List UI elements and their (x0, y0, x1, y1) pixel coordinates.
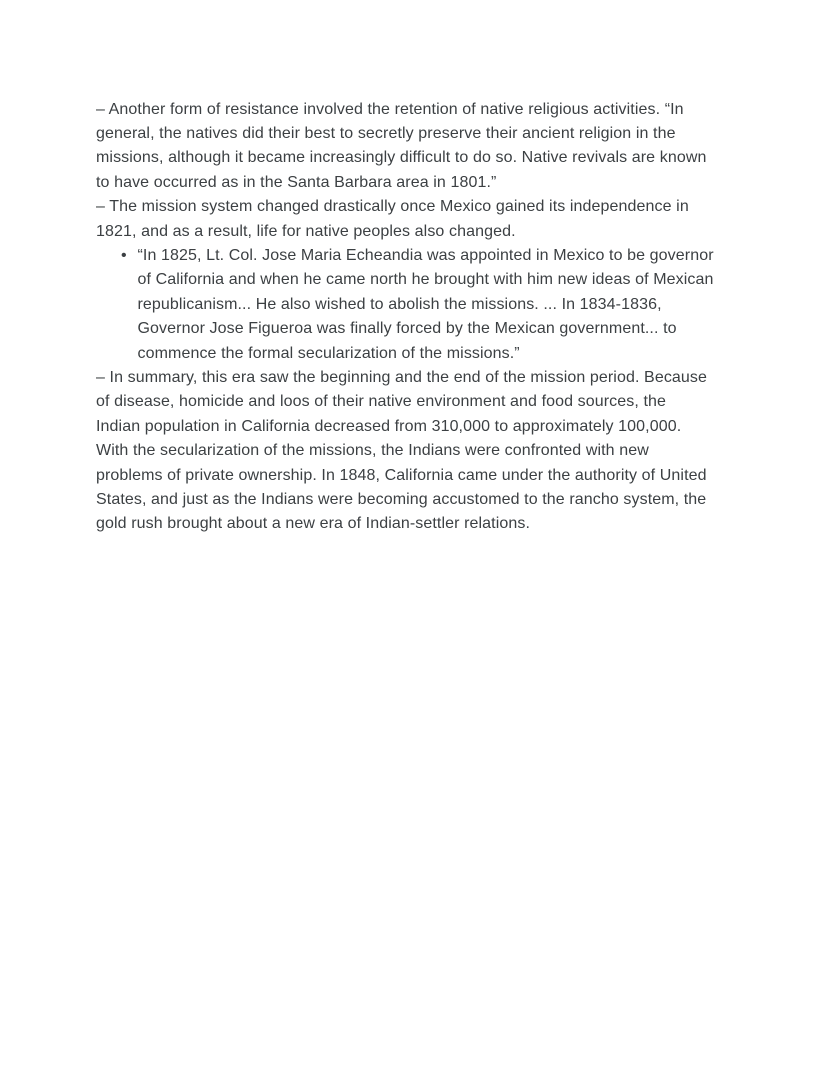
text-line: – In summary, this era saw the beginning and the end of the mission period. Because (96, 368, 708, 386)
text-line: of California and when he came north he brought with him new ideas of Mexican (137, 271, 714, 289)
paragraph-summary (96, 366, 776, 537)
text-line: to have occurred as in the Santa Barbara area in 1801.” (96, 173, 497, 191)
text-line: gold rush brought about a new era of Indian-settler relations. (96, 515, 531, 533)
text-line: republicanism... He also wished to abolish the missions. ... In 1834-1836, (137, 295, 662, 313)
text-line: “In 1825, Lt. Col. Jose Maria Echeandia was appointed in Mexico to be governor (137, 246, 714, 264)
text-line: general, the natives did their best to secretly preserve their ancient religion in the (96, 124, 676, 142)
text-line: of disease, homicide and loos of their native environment and food sources, the (96, 393, 667, 411)
text-line: Indian population in California decreased from 310,000 to approximately 100,000. (96, 417, 682, 435)
text-line: Governor Jose Figueroa was finally forced by the Mexican government... to (137, 320, 677, 338)
paragraph-mission-system (96, 195, 776, 244)
text-line: – The mission system changed drastically once Mexico gained its independence in (96, 198, 689, 216)
document-content (96, 98, 776, 537)
text-line: With the secularization of the missions, the Indians were confronted with new (96, 442, 649, 460)
text-line: 1821, and as a result, life for native peoples also changed. (96, 222, 516, 240)
text-line: missions, although it became increasingly difficult to do so. Native revivals are known (96, 149, 707, 167)
paragraph-resistance (96, 98, 776, 196)
bullet-text (138, 244, 777, 366)
text-line: commence the formal secularization of the missions.” (137, 344, 520, 362)
text-line: problems of private ownership. In 1848, California came under the authority of United (96, 466, 707, 484)
text-line: States, and just as the Indians were becoming accustomed to the rancho system, the (96, 491, 707, 508)
text-line: – Another form of resistance involved the retention of native religious activities. “In (96, 100, 684, 118)
bullet-marker: • (121, 246, 127, 264)
bullet-list-item (96, 244, 776, 366)
